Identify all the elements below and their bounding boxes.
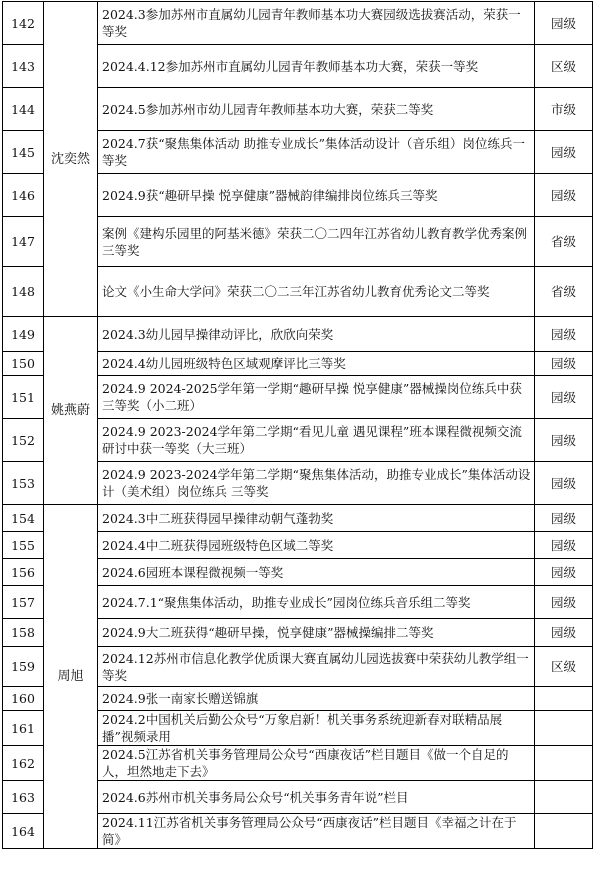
row-number-cell: 164	[3, 814, 44, 849]
teacher-name-cell: 姚燕蔚	[44, 317, 98, 505]
award-description-cell: 2024.3幼儿园早操律动评比，欣欣向荣奖	[98, 317, 535, 352]
award-level-cell	[535, 781, 593, 814]
award-description-cell: 2024.11江苏省机关事务管理局公众号“西康夜话”栏目题目《幸福之计在于简》	[98, 814, 535, 849]
table-row	[3, 505, 593, 532]
row-number-cell: 149	[3, 317, 44, 352]
row-number-cell: 148	[3, 267, 44, 317]
row-number-cell: 144	[3, 88, 44, 131]
award-level-cell: 园级	[535, 505, 593, 532]
award-level-cell: 园级	[535, 131, 593, 174]
award-level-cell: 园级	[535, 317, 593, 352]
award-level-cell: 园级	[535, 419, 593, 462]
award-description-cell: 论文《小生命大学问》荣获二〇二三年江苏省幼儿教育优秀论文二等奖	[98, 267, 535, 317]
award-level-cell: 市级	[535, 88, 593, 131]
award-description-cell: 2024.12苏州市信息化教学优质课大赛直属幼儿园选拔赛中荣获幼儿教学组一等奖	[98, 647, 535, 687]
table-row	[3, 2, 593, 45]
awards-table-body	[3, 2, 593, 849]
teacher-name-cell: 沈奕然	[44, 2, 98, 317]
row-number-cell: 143	[3, 45, 44, 88]
award-description-cell: 2024.9大二班获得“趣研早操，悦享健康”器械操编排二等奖	[98, 619, 535, 647]
award-description-cell: 2024.5参加苏州市幼儿园青年教师基本功大赛，荣获二等奖	[98, 88, 535, 131]
award-description-cell: 2024.9获“趣研早操 悦享健康”器械韵律编排岗位练兵三等奖	[98, 174, 535, 217]
award-level-cell	[535, 814, 593, 849]
award-level-cell: 园级	[535, 532, 593, 559]
award-level-cell: 园级	[535, 2, 593, 45]
award-description-cell: 2024.5江苏省机关事务管理局公众号“西康夜话”栏目题目《做一个自足的人，坦然地走下去》	[98, 746, 535, 781]
award-level-cell	[535, 746, 593, 781]
table-row	[3, 317, 593, 352]
row-number-cell: 145	[3, 131, 44, 174]
award-level-cell	[535, 687, 593, 711]
award-level-cell: 园级	[535, 352, 593, 376]
row-number-cell: 146	[3, 174, 44, 217]
row-number-cell: 162	[3, 746, 44, 781]
award-description-cell: 2024.9张一南家长赠送锦旗	[98, 687, 535, 711]
award-level-cell: 园级	[535, 619, 593, 647]
award-level-cell: 省级	[535, 267, 593, 317]
award-description-cell: 2024.9 2024-2025学年第一学期“趣研早操 悦享健康”器械操岗位练兵中获三等奖（小二班）	[98, 376, 535, 419]
row-number-cell: 142	[3, 2, 44, 45]
award-description-cell: 2024.7.1“聚焦集体活动，助推专业成长”园岗位练兵音乐组二等奖	[98, 586, 535, 619]
row-number-cell: 158	[3, 619, 44, 647]
award-level-cell: 园级	[535, 174, 593, 217]
row-number-cell: 157	[3, 586, 44, 619]
award-description-cell: 2024.9 2023-2024学年第二学期“看见儿童 遇见课程”班本课程微视频交流研讨中获一等奖（大三班）	[98, 419, 535, 462]
awards-table	[2, 1, 593, 849]
award-description-cell: 2024.6苏州市机关事务局公众号“机关事务青年说”栏目	[98, 781, 535, 814]
award-description-cell: 2024.9 2023-2024学年第二学期“聚焦集体活动，助推专业成长”集体活动设计（美术组）岗位练兵 三等奖	[98, 462, 535, 505]
award-level-cell: 园级	[535, 559, 593, 586]
award-description-cell: 2024.3中二班获得园早操律动朝气蓬勃奖	[98, 505, 535, 532]
award-description-cell: 2024.2中国机关后勤公众号“万象启新！机关事务系统迎新春对联精品展播”视频录用	[98, 711, 535, 746]
row-number-cell: 163	[3, 781, 44, 814]
award-description-cell: 2024.4幼儿园班级特色区域观摩评比三等奖	[98, 352, 535, 376]
row-number-cell: 156	[3, 559, 44, 586]
award-level-cell: 省级	[535, 217, 593, 267]
award-level-cell: 园级	[535, 376, 593, 419]
row-number-cell: 153	[3, 462, 44, 505]
award-description-cell: 案例《建构乐园里的阿基米德》荣获二〇二四年江苏省幼儿教育教学优秀案例三等奖	[98, 217, 535, 267]
row-number-cell: 147	[3, 217, 44, 267]
award-description-cell: 2024.7获“聚焦集体活动 助推专业成长”集体活动设计（音乐组）岗位练兵一等奖	[98, 131, 535, 174]
award-description-cell: 2024.6园班本课程微视频一等奖	[98, 559, 535, 586]
row-number-cell: 161	[3, 711, 44, 746]
award-level-cell: 园级	[535, 586, 593, 619]
award-description-cell: 2024.3参加苏州市直属幼儿园青年教师基本功大赛园级选拔赛活动，荣获一等奖	[98, 2, 535, 45]
row-number-cell: 155	[3, 532, 44, 559]
teacher-name-cell: 周旭	[44, 505, 98, 849]
row-number-cell: 152	[3, 419, 44, 462]
row-number-cell: 159	[3, 647, 44, 687]
award-level-cell	[535, 711, 593, 746]
award-description-cell: 2024.4中二班获得园班级特色区域二等奖	[98, 532, 535, 559]
row-number-cell: 150	[3, 352, 44, 376]
award-description-cell: 2024.4.12参加苏州市直属幼儿园青年教师基本功大赛，荣获一等奖	[98, 45, 535, 88]
award-level-cell: 园级	[535, 462, 593, 505]
award-level-cell: 区级	[535, 45, 593, 88]
row-number-cell: 160	[3, 687, 44, 711]
award-level-cell: 区级	[535, 647, 593, 687]
row-number-cell: 151	[3, 376, 44, 419]
row-number-cell: 154	[3, 505, 44, 532]
